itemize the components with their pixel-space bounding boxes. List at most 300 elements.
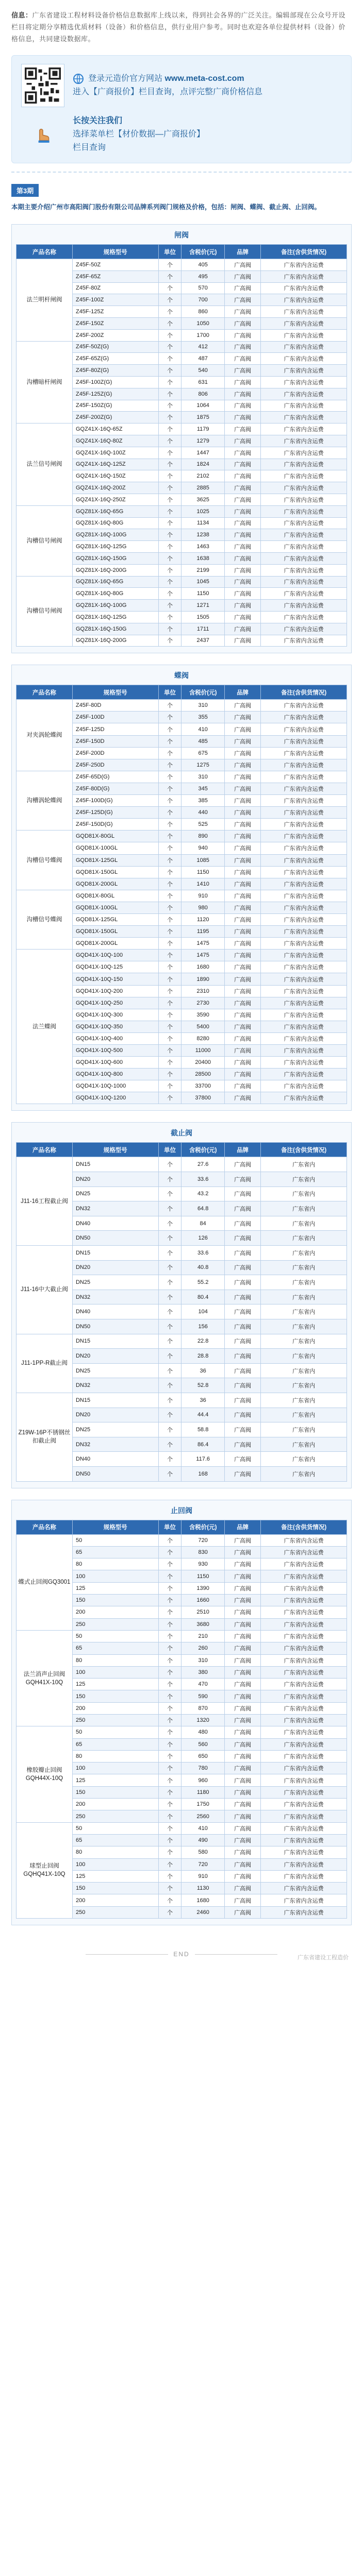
model-cell: 100 bbox=[72, 1762, 158, 1774]
product-name-cell: 沟槽信号蝶阀 bbox=[16, 890, 73, 949]
brand-cell: 广高阀 bbox=[224, 1834, 261, 1846]
remark-cell: 广东省内含运费 bbox=[261, 1045, 347, 1057]
brand-cell: 广高阀 bbox=[224, 1870, 261, 1882]
model-cell: GQD81X-125GL bbox=[72, 913, 158, 925]
price-cell: 1875 bbox=[182, 412, 224, 423]
price-cell: 1390 bbox=[182, 1582, 224, 1594]
model-cell: Z45F-200Z(G) bbox=[72, 412, 158, 423]
remark-cell: 广东省内含运费 bbox=[261, 771, 347, 783]
price-cell: 11000 bbox=[182, 1045, 224, 1057]
remark-cell: 广东省内含运费 bbox=[261, 795, 347, 807]
product-name-cell: J11-16工程截止阀 bbox=[16, 1157, 73, 1246]
price-cell: 310 bbox=[182, 771, 224, 783]
model-cell: GQZ81X-16Q-150G bbox=[72, 552, 158, 564]
price-cell: 28500 bbox=[182, 1069, 224, 1080]
price-cell: 3680 bbox=[182, 1618, 224, 1630]
price-cell: 3590 bbox=[182, 1009, 224, 1021]
remark-cell: 广东省内含运费 bbox=[261, 365, 347, 377]
brand-cell: 广高阀 bbox=[224, 878, 261, 890]
model-cell: 65 bbox=[72, 1738, 158, 1750]
model-cell: 200 bbox=[72, 1799, 158, 1810]
remark-cell: 广东省内含运费 bbox=[261, 353, 347, 365]
brand-cell: 广高阀 bbox=[224, 564, 261, 576]
brand-cell: 广高阀 bbox=[224, 1690, 261, 1702]
model-cell: Z45F-50Z(G) bbox=[72, 341, 158, 353]
brand-cell: 广高阀 bbox=[224, 576, 261, 588]
brand-cell: 广高阀 bbox=[224, 1618, 261, 1630]
unit-cell: 个 bbox=[158, 1618, 182, 1630]
unit-cell: 个 bbox=[158, 890, 182, 902]
model-cell: 50 bbox=[72, 1726, 158, 1738]
brand-cell: 广高阀 bbox=[224, 711, 261, 723]
price-cell: 1025 bbox=[182, 505, 224, 517]
price-cell: 126 bbox=[182, 1231, 224, 1246]
price-cell: 870 bbox=[182, 1702, 224, 1714]
brand-cell: 广高阀 bbox=[224, 635, 261, 647]
unit-cell: 个 bbox=[158, 1786, 182, 1798]
model-cell: DN40 bbox=[72, 1216, 158, 1231]
model-cell: DN20 bbox=[72, 1172, 158, 1187]
section-title: 截止阀 bbox=[171, 1129, 192, 1138]
unit-cell: 个 bbox=[158, 482, 182, 494]
brand-cell: 广高阀 bbox=[224, 1883, 261, 1894]
remark-cell: 广东省内含运费 bbox=[261, 412, 347, 423]
promo-box bbox=[11, 55, 352, 163]
price-sections bbox=[0, 224, 363, 1925]
price-table bbox=[16, 1520, 347, 1919]
brand-cell: 广高阀 bbox=[224, 723, 261, 735]
price-cell: 1320 bbox=[182, 1715, 224, 1726]
remark-cell: 广东省内 bbox=[261, 1393, 347, 1408]
unit-cell: 个 bbox=[158, 1774, 182, 1786]
unit-cell: 个 bbox=[158, 1738, 182, 1750]
unit-cell: 个 bbox=[158, 270, 182, 282]
section-4 bbox=[11, 1500, 352, 1926]
unit-cell: 个 bbox=[158, 1231, 182, 1246]
remark-cell: 广东省内含运费 bbox=[261, 611, 347, 623]
model-cell: GQZ81X-16Q-125G bbox=[72, 611, 158, 623]
price-cell: 1700 bbox=[182, 329, 224, 341]
brand-cell: 广高阀 bbox=[224, 1846, 261, 1858]
model-cell: GQZ81X-16Q-65G bbox=[72, 505, 158, 517]
model-cell: DN40 bbox=[72, 1452, 158, 1467]
price-cell: 3625 bbox=[182, 494, 224, 505]
unit-cell: 个 bbox=[158, 1452, 182, 1467]
price-cell: 1120 bbox=[182, 913, 224, 925]
brand-cell: 广高阀 bbox=[224, 1894, 261, 1906]
price-cell: 52.8 bbox=[182, 1378, 224, 1393]
brand-cell: 广高阀 bbox=[224, 482, 261, 494]
brand-cell: 广高阀 bbox=[224, 541, 261, 553]
model-cell: 65 bbox=[72, 1546, 158, 1558]
model-cell: DN40 bbox=[72, 1304, 158, 1319]
unit-cell: 个 bbox=[158, 447, 182, 459]
price-cell: 86.4 bbox=[182, 1437, 224, 1452]
brand-cell: 广高阀 bbox=[224, 494, 261, 505]
price-cell: 700 bbox=[182, 294, 224, 306]
price-cell: 480 bbox=[182, 1726, 224, 1738]
unit-cell: 个 bbox=[158, 1870, 182, 1882]
remark-cell: 广东省内含运费 bbox=[261, 938, 347, 950]
remark-cell: 广东省内含运费 bbox=[261, 459, 347, 470]
model-cell: Z45F-80D(G) bbox=[72, 783, 158, 794]
price-cell: 412 bbox=[182, 341, 224, 353]
unit-cell: 个 bbox=[158, 1702, 182, 1714]
unit-cell: 个 bbox=[158, 1201, 182, 1216]
brand-cell: 广高阀 bbox=[224, 1021, 261, 1032]
promo-follow-text bbox=[73, 114, 205, 155]
brand-cell: 广高阀 bbox=[224, 1045, 261, 1057]
price-cell: 485 bbox=[182, 735, 224, 747]
remark-cell: 广东省内 bbox=[261, 1466, 347, 1481]
model-cell: GQD41X-10Q-600 bbox=[72, 1057, 158, 1069]
intro-label: 信息： bbox=[11, 11, 32, 19]
model-cell: GQD41X-10Q-500 bbox=[72, 1045, 158, 1057]
website-link[interactable]: www.meta-cost.com bbox=[164, 74, 244, 83]
unit-cell: 个 bbox=[158, 365, 182, 377]
unit-cell: 个 bbox=[158, 1408, 182, 1422]
model-cell: DN15 bbox=[72, 1246, 158, 1261]
price-cell: 1447 bbox=[182, 447, 224, 459]
price-cell: 36 bbox=[182, 1363, 224, 1378]
remark-cell: 广东省内 bbox=[261, 1172, 347, 1187]
remark-cell: 广东省内含运费 bbox=[261, 807, 347, 819]
model-cell: 125 bbox=[72, 1774, 158, 1786]
price-cell: 540 bbox=[182, 365, 224, 377]
unit-cell: 个 bbox=[158, 505, 182, 517]
remark-cell: 广东省内 bbox=[261, 1260, 347, 1275]
unit-cell: 个 bbox=[158, 1558, 182, 1570]
unit-cell: 个 bbox=[158, 376, 182, 388]
remark-cell: 广东省内含运费 bbox=[261, 723, 347, 735]
price-cell: 1238 bbox=[182, 529, 224, 541]
brand-cell: 广高阀 bbox=[224, 1437, 261, 1452]
brand-cell: 广高阀 bbox=[224, 1408, 261, 1422]
price-cell: 2437 bbox=[182, 635, 224, 647]
remark-cell: 广东省内含运费 bbox=[261, 517, 347, 529]
price-cell: 355 bbox=[182, 711, 224, 723]
model-cell: GQD41X-10Q-250 bbox=[72, 997, 158, 1009]
brand-cell: 广高阀 bbox=[224, 1231, 261, 1246]
brand-cell: 广高阀 bbox=[224, 1319, 261, 1334]
model-cell: DN25 bbox=[72, 1363, 158, 1378]
remark-cell: 广东省内含运费 bbox=[261, 831, 347, 842]
brand-cell: 广高阀 bbox=[224, 611, 261, 623]
remark-cell: 广东省内含运费 bbox=[261, 494, 347, 505]
model-cell: Z45F-65D(G) bbox=[72, 771, 158, 783]
price-cell: 1680 bbox=[182, 1894, 224, 1906]
remark-cell: 广东省内含运费 bbox=[261, 259, 347, 271]
price-cell: 1638 bbox=[182, 552, 224, 564]
section-3 bbox=[11, 1122, 352, 1488]
brand-cell: 广高阀 bbox=[224, 435, 261, 447]
model-cell: 150 bbox=[72, 1883, 158, 1894]
product-name-cell: J11-1PP-R截止阀 bbox=[16, 1334, 73, 1393]
model-cell: DN20 bbox=[72, 1408, 158, 1422]
unit-cell: 个 bbox=[158, 388, 182, 400]
model-cell: 125 bbox=[72, 1679, 158, 1690]
model-cell: GQD41X-10Q-300 bbox=[72, 1009, 158, 1021]
price-cell: 806 bbox=[182, 388, 224, 400]
price-cell: 1130 bbox=[182, 1883, 224, 1894]
product-name-cell: 沟槽暗杆闸阀 bbox=[16, 341, 73, 423]
model-cell: DN32 bbox=[72, 1437, 158, 1452]
model-cell: GQZ41X-16Q-150Z bbox=[72, 470, 158, 482]
model-cell: GQZ41X-16Q-100Z bbox=[72, 447, 158, 459]
brand-cell: 广高阀 bbox=[224, 1558, 261, 1570]
brand-cell: 广高阀 bbox=[224, 807, 261, 819]
unit-cell: 个 bbox=[158, 1834, 182, 1846]
price-cell: 720 bbox=[182, 1534, 224, 1546]
model-cell: DN50 bbox=[72, 1466, 158, 1481]
price-cell: 1085 bbox=[182, 854, 224, 866]
brand-cell: 广高阀 bbox=[224, 997, 261, 1009]
unit-cell: 个 bbox=[158, 1069, 182, 1080]
model-cell: GQD41X-10Q-1000 bbox=[72, 1080, 158, 1092]
column-header: 产品名称 bbox=[16, 245, 73, 259]
unit-cell: 个 bbox=[158, 735, 182, 747]
price-cell: 80.4 bbox=[182, 1290, 224, 1304]
model-cell: GQD41X-10Q-150 bbox=[72, 973, 158, 985]
brand-cell: 广高阀 bbox=[224, 1304, 261, 1319]
column-header: 产品名称 bbox=[16, 1520, 73, 1534]
remark-cell: 广东省内含运费 bbox=[261, 1726, 347, 1738]
brand-cell: 广高阀 bbox=[224, 795, 261, 807]
table-row bbox=[16, 259, 347, 271]
unit-cell: 个 bbox=[158, 1466, 182, 1481]
price-cell: 930 bbox=[182, 1558, 224, 1570]
unit-cell: 个 bbox=[158, 1378, 182, 1393]
unit-cell: 个 bbox=[158, 1009, 182, 1021]
model-cell: DN15 bbox=[72, 1157, 158, 1172]
brand-cell: 广高阀 bbox=[224, 552, 261, 564]
model-cell: 125 bbox=[72, 1582, 158, 1594]
promo-website-text bbox=[73, 72, 262, 99]
remark-cell: 广东省内 bbox=[261, 1334, 347, 1349]
remark-cell: 广东省内 bbox=[261, 1201, 347, 1216]
model-cell: Z45F-125D bbox=[72, 723, 158, 735]
table-row bbox=[16, 831, 347, 842]
brand-cell: 广高阀 bbox=[224, 1080, 261, 1092]
unit-cell: 个 bbox=[158, 435, 182, 447]
brand-cell: 广高阀 bbox=[224, 388, 261, 400]
remark-cell: 广东省内含运费 bbox=[261, 1774, 347, 1786]
remark-cell: 广东省内 bbox=[261, 1422, 347, 1437]
model-cell: Z45F-125D(G) bbox=[72, 807, 158, 819]
unit-cell: 个 bbox=[158, 353, 182, 365]
unit-cell: 个 bbox=[158, 470, 182, 482]
model-cell: GQZ81X-16Q-65G bbox=[72, 576, 158, 588]
column-header: 产品名称 bbox=[16, 685, 73, 700]
brand-cell: 广高阀 bbox=[224, 282, 261, 294]
price-cell: 487 bbox=[182, 353, 224, 365]
table-row bbox=[16, 1822, 347, 1834]
pointer-hand-icon bbox=[21, 122, 64, 147]
price-cell: 210 bbox=[182, 1630, 224, 1642]
unit-cell: 个 bbox=[158, 1032, 182, 1044]
remark-cell: 广东省内含运费 bbox=[261, 1654, 347, 1666]
remark-cell: 广东省内含运费 bbox=[261, 1666, 347, 1678]
brand-cell: 广高阀 bbox=[224, 1642, 261, 1654]
price-cell: 890 bbox=[182, 831, 224, 842]
price-cell: 1505 bbox=[182, 611, 224, 623]
unit-cell: 个 bbox=[158, 564, 182, 576]
column-header: 品牌 bbox=[224, 1520, 261, 1534]
brand-cell: 广高阀 bbox=[224, 1378, 261, 1393]
brand-cell: 广高阀 bbox=[224, 1246, 261, 1261]
model-cell: 80 bbox=[72, 1558, 158, 1570]
remark-cell: 广东省内含运费 bbox=[261, 1642, 347, 1654]
remark-cell: 广东省内含运费 bbox=[261, 1715, 347, 1726]
price-table bbox=[16, 685, 347, 1104]
remark-cell: 广东省内含运费 bbox=[261, 388, 347, 400]
price-cell: 260 bbox=[182, 1642, 224, 1654]
model-cell: GQZ41X-16Q-250Z bbox=[72, 494, 158, 505]
remark-cell: 广东省内 bbox=[261, 1216, 347, 1231]
remark-cell: 广东省内含运费 bbox=[261, 1858, 347, 1870]
column-header: 规格型号 bbox=[72, 1520, 158, 1534]
price-cell: 168 bbox=[182, 1466, 224, 1481]
unit-cell: 个 bbox=[158, 1304, 182, 1319]
model-cell: 150 bbox=[72, 1786, 158, 1798]
unit-cell: 个 bbox=[158, 529, 182, 541]
model-cell: DN32 bbox=[72, 1290, 158, 1304]
brand-cell: 广高阀 bbox=[224, 459, 261, 470]
model-cell: GQZ81X-16Q-80G bbox=[72, 588, 158, 600]
remark-cell: 广东省内含运费 bbox=[261, 878, 347, 890]
brand-cell: 广高阀 bbox=[224, 771, 261, 783]
brand-cell: 广高阀 bbox=[224, 365, 261, 377]
remark-cell: 广东省内含运费 bbox=[261, 600, 347, 612]
brand-cell: 广高阀 bbox=[224, 1654, 261, 1666]
issue-description: 本期主要介绍广州市高阳阀门股份有限公司品牌系列阀门规格及价格，包括：闸阀、蝶阀、截止阀、止回阀。 bbox=[11, 204, 321, 211]
section-2 bbox=[11, 665, 352, 1111]
unit-cell: 个 bbox=[158, 795, 182, 807]
model-cell: GQZ81X-16Q-200G bbox=[72, 564, 158, 576]
unit-cell: 个 bbox=[158, 1858, 182, 1870]
price-cell: 631 bbox=[182, 376, 224, 388]
price-cell: 36 bbox=[182, 1393, 224, 1408]
product-name-cell: 对夹涡轮蝶阀 bbox=[16, 700, 73, 771]
model-cell: GQD81X-150GL bbox=[72, 866, 158, 878]
price-cell: 1180 bbox=[182, 1786, 224, 1798]
price-cell: 1890 bbox=[182, 973, 224, 985]
model-cell: 250 bbox=[72, 1618, 158, 1630]
model-cell: Z45F-250D bbox=[72, 759, 158, 771]
price-cell: 156 bbox=[182, 1319, 224, 1334]
table-row bbox=[16, 576, 347, 588]
model-cell: GQZ41X-16Q-80Z bbox=[72, 435, 158, 447]
column-header: 单位 bbox=[158, 685, 182, 700]
brand-cell: 广高阀 bbox=[224, 1275, 261, 1290]
remark-cell: 广东省内含运费 bbox=[261, 1534, 347, 1546]
brand-cell: 广高阀 bbox=[224, 842, 261, 854]
price-cell: 2730 bbox=[182, 997, 224, 1009]
price-cell: 1150 bbox=[182, 1570, 224, 1582]
price-cell: 5400 bbox=[182, 1021, 224, 1032]
remark-cell: 广东省内含运费 bbox=[261, 541, 347, 553]
brand-cell: 广高阀 bbox=[224, 1858, 261, 1870]
price-cell: 650 bbox=[182, 1750, 224, 1762]
price-cell: 495 bbox=[182, 270, 224, 282]
model-cell: GQZ41X-16Q-125Z bbox=[72, 459, 158, 470]
brand-cell: 广高阀 bbox=[224, 376, 261, 388]
brand-cell: 广高阀 bbox=[224, 1363, 261, 1378]
remark-cell: 广东省内含运费 bbox=[261, 1606, 347, 1618]
brand-cell: 广高阀 bbox=[224, 700, 261, 711]
brand-cell: 广高阀 bbox=[224, 950, 261, 961]
remark-cell: 广东省内含运费 bbox=[261, 576, 347, 588]
unit-cell: 个 bbox=[158, 517, 182, 529]
model-cell: DN25 bbox=[72, 1275, 158, 1290]
price-cell: 1660 bbox=[182, 1595, 224, 1606]
unit-cell: 个 bbox=[158, 576, 182, 588]
globe-icon bbox=[73, 73, 84, 84]
remark-cell: 广东省内含运费 bbox=[261, 700, 347, 711]
column-header: 含税价(元) bbox=[182, 685, 224, 700]
brand-cell: 广高阀 bbox=[224, 1786, 261, 1798]
unit-cell: 个 bbox=[158, 926, 182, 938]
price-cell: 20400 bbox=[182, 1057, 224, 1069]
remark-cell: 广东省内 bbox=[261, 1304, 347, 1319]
brand-cell: 广高阀 bbox=[224, 517, 261, 529]
remark-cell: 广东省内含运费 bbox=[261, 1546, 347, 1558]
model-cell: DN32 bbox=[72, 1378, 158, 1393]
remark-cell: 广东省内 bbox=[261, 1187, 347, 1201]
unit-cell: 个 bbox=[158, 600, 182, 612]
promo-line1-b: 进入【广商报价】栏目查询，点评完整广商价格信息 bbox=[73, 88, 263, 96]
remark-cell: 广东省内 bbox=[261, 1437, 347, 1452]
table-row bbox=[16, 890, 347, 902]
remark-cell: 广东省内含运费 bbox=[261, 282, 347, 294]
model-cell: Z45F-150Z(G) bbox=[72, 400, 158, 412]
remark-cell: 广东省内含运费 bbox=[261, 1021, 347, 1032]
model-cell: 50 bbox=[72, 1534, 158, 1546]
price-cell: 2560 bbox=[182, 1810, 224, 1822]
remark-cell: 广东省内含运费 bbox=[261, 973, 347, 985]
remark-cell: 广东省内含运费 bbox=[261, 564, 347, 576]
table-row bbox=[16, 1334, 347, 1349]
brand-cell: 广高阀 bbox=[224, 447, 261, 459]
model-cell: 65 bbox=[72, 1642, 158, 1654]
model-cell: 80 bbox=[72, 1846, 158, 1858]
unit-cell: 个 bbox=[158, 1582, 182, 1594]
remark-cell: 广东省内含运费 bbox=[261, 341, 347, 353]
brand-cell: 广高阀 bbox=[224, 783, 261, 794]
brand-cell: 广高阀 bbox=[224, 412, 261, 423]
price-cell: 2460 bbox=[182, 1906, 224, 1918]
model-cell: GQZ81X-16Q-80G bbox=[72, 517, 158, 529]
model-cell: Z45F-125Z bbox=[72, 306, 158, 318]
remark-cell: 广东省内含运费 bbox=[261, 842, 347, 854]
unit-cell: 个 bbox=[158, 1437, 182, 1452]
brand-cell: 广高阀 bbox=[224, 306, 261, 318]
brand-cell: 广高阀 bbox=[224, 1393, 261, 1408]
price-cell: 1711 bbox=[182, 623, 224, 635]
remark-cell: 广东省内含运费 bbox=[261, 783, 347, 794]
unit-cell: 个 bbox=[158, 1894, 182, 1906]
brand-cell: 广高阀 bbox=[224, 317, 261, 329]
model-cell: GQD81X-200GL bbox=[72, 878, 158, 890]
brand-cell: 广高阀 bbox=[224, 819, 261, 831]
price-cell: 1134 bbox=[182, 517, 224, 529]
price-cell: 590 bbox=[182, 1690, 224, 1702]
remark-cell: 广东省内含运费 bbox=[261, 1679, 347, 1690]
brand-cell: 广高阀 bbox=[224, 623, 261, 635]
remark-cell: 广东省内 bbox=[261, 1157, 347, 1172]
unit-cell: 个 bbox=[158, 1393, 182, 1408]
brand-cell: 广高阀 bbox=[224, 1334, 261, 1349]
